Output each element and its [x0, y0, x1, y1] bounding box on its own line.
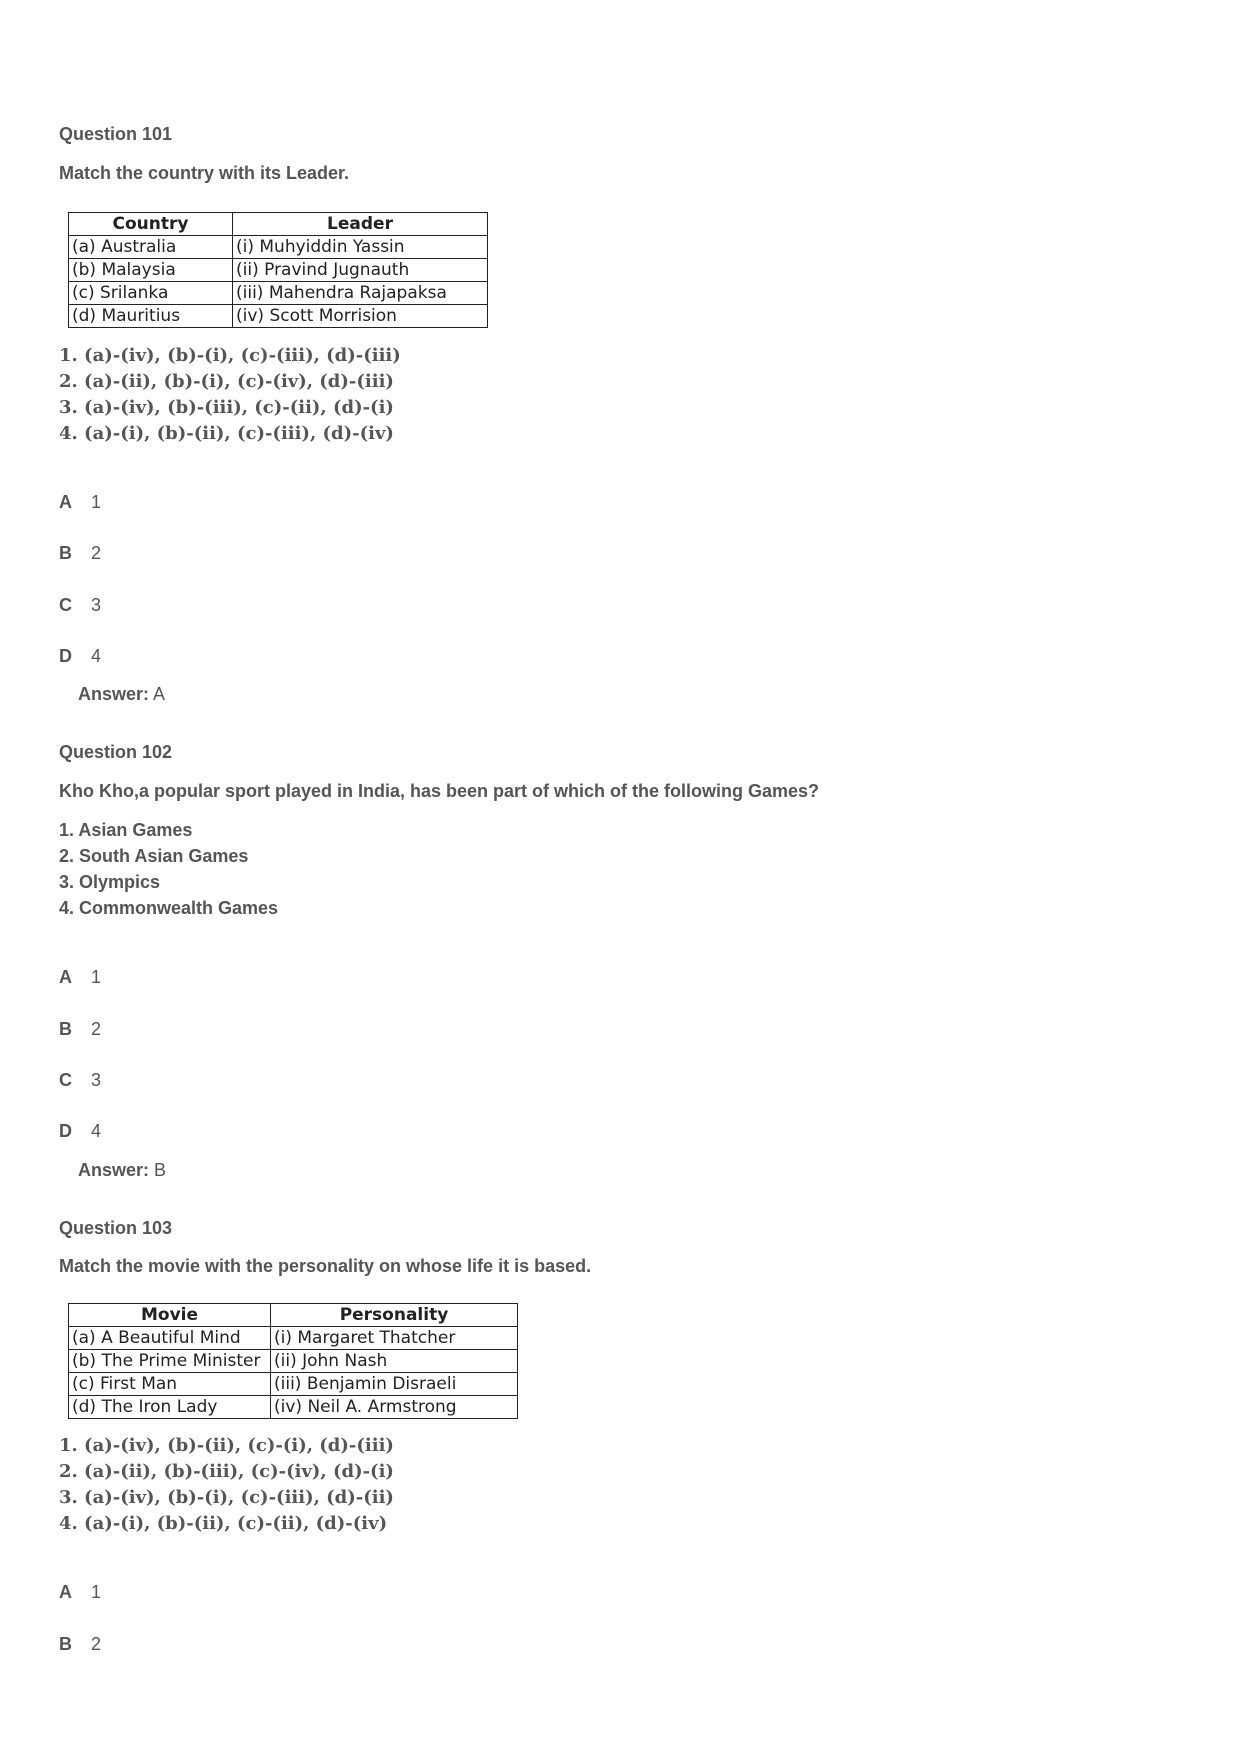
- question-101-answer: [78, 684, 165, 705]
- choice-value: 2: [91, 543, 102, 563]
- choice-a[interactable]: [59, 967, 101, 988]
- table-row: [69, 1396, 518, 1419]
- choice-letter: C: [59, 1070, 72, 1090]
- choice-value: 3: [91, 1070, 102, 1090]
- option-line: 4. (a)-(i), (b)-(ii), (c)-(ii), (d)-(iv): [59, 1513, 388, 1534]
- table-row: [69, 305, 488, 328]
- choice-value: 4: [91, 646, 102, 666]
- answer-label: Answer:: [78, 684, 150, 704]
- table-cell: (a) Australia: [69, 236, 233, 259]
- table-header-row: [69, 1304, 518, 1327]
- table-row: [69, 1373, 518, 1396]
- table-cell: (ii) Pravind Jugnauth: [233, 259, 488, 282]
- question-103-match-table: [68, 1303, 518, 1419]
- option-line: 3. Olympics: [59, 872, 161, 892]
- table-cell: (b) The Prime Minister: [69, 1350, 271, 1373]
- table-cell: (c) Srilanka: [69, 282, 233, 305]
- answer-value: A: [153, 684, 166, 704]
- question-102-options: [59, 817, 278, 921]
- choice-letter: D: [59, 1121, 72, 1141]
- table-cell: (d) Mauritius: [69, 305, 233, 328]
- choice-letter: B: [59, 543, 72, 563]
- table-row: [69, 1327, 518, 1350]
- option-line: 1. (a)-(iv), (b)-(i), (c)-(iii), (d)-(iii): [59, 345, 401, 366]
- choice-d[interactable]: [59, 646, 101, 667]
- choice-letter: B: [59, 1634, 72, 1654]
- answer-value: B: [154, 1160, 167, 1180]
- choice-d[interactable]: [59, 1121, 101, 1142]
- table-cell: (d) The Iron Lady: [69, 1396, 271, 1419]
- choice-a[interactable]: [59, 492, 101, 513]
- choice-letter: A: [59, 967, 72, 987]
- table-row: [69, 236, 488, 259]
- choice-value: 1: [91, 1582, 102, 1602]
- option-line: 3. (a)-(iv), (b)-(iii), (c)-(ii), (d)-(i): [59, 397, 394, 418]
- table-cell: (i) Muhyiddin Yassin: [233, 236, 488, 259]
- option-line: 4. Commonwealth Games: [59, 898, 279, 918]
- choice-value: 2: [91, 1634, 102, 1654]
- choice-c[interactable]: [59, 595, 101, 616]
- table-cell: (a) A Beautiful Mind: [69, 1327, 271, 1350]
- option-line: 2. (a)-(ii), (b)-(iii), (c)-(iv), (d)-(i): [59, 1461, 394, 1482]
- choice-letter: C: [59, 595, 72, 615]
- choice-c[interactable]: [59, 1070, 101, 1091]
- choice-letter: B: [59, 1019, 72, 1039]
- choice-letter: A: [59, 492, 72, 512]
- choice-b[interactable]: [59, 543, 101, 564]
- table-cell: (b) Malaysia: [69, 259, 233, 282]
- table-header-leader: Leader: [233, 213, 488, 236]
- choice-value: 3: [91, 595, 102, 615]
- choice-value: 2: [91, 1019, 102, 1039]
- table-row: [69, 1350, 518, 1373]
- option-line: 1. Asian Games: [59, 820, 193, 840]
- question-102-title: Question 102: [59, 742, 173, 762]
- table-cell: (iv) Scott Morrision: [233, 305, 488, 328]
- option-line: 2. (a)-(ii), (b)-(i), (c)-(iv), (d)-(iii): [59, 371, 394, 392]
- table-row: [69, 282, 488, 305]
- question-101-match-table: [68, 212, 488, 328]
- table-header-row: [69, 213, 488, 236]
- option-line: 3. (a)-(iv), (b)-(i), (c)-(iii), (d)-(ii): [59, 1487, 394, 1508]
- table-header-personality: Personality: [271, 1304, 518, 1327]
- table-header-movie: Movie: [69, 1304, 271, 1327]
- table-cell: (i) Margaret Thatcher: [271, 1327, 518, 1350]
- table-cell: (ii) John Nash: [271, 1350, 518, 1373]
- choice-b[interactable]: [59, 1019, 101, 1040]
- choice-value: 4: [91, 1121, 102, 1141]
- answer-label: Answer:: [78, 1160, 150, 1180]
- table-cell: (iv) Neil A. Armstrong: [271, 1396, 518, 1419]
- choice-letter: A: [59, 1582, 72, 1602]
- option-line: 2. South Asian Games: [59, 846, 249, 866]
- choice-value: 1: [91, 492, 102, 512]
- choice-letter: D: [59, 646, 72, 666]
- table-row: [69, 259, 488, 282]
- option-line: 4. (a)-(i), (b)-(ii), (c)-(iii), (d)-(iv): [59, 423, 394, 444]
- question-101-options: [59, 343, 401, 447]
- question-101-text: Match the country with its Leader.: [59, 163, 350, 183]
- choice-value: 1: [91, 967, 102, 987]
- table-cell: (iii) Mahendra Rajapaksa: [233, 282, 488, 305]
- question-103-options: [59, 1433, 394, 1537]
- question-101-title: Question 101: [59, 124, 173, 144]
- question-102-text: Kho Kho,a popular sport played in India, has been part of which of the following Games?: [59, 781, 820, 801]
- table-cell: (iii) Benjamin Disraeli: [271, 1373, 518, 1396]
- question-103-title: Question 103: [59, 1218, 173, 1238]
- choice-b[interactable]: [59, 1634, 101, 1655]
- question-103-text: Match the movie with the personality on whose life it is based.: [59, 1256, 592, 1276]
- choice-a[interactable]: [59, 1582, 101, 1603]
- option-line: 1. (a)-(iv), (b)-(ii), (c)-(i), (d)-(iii): [59, 1435, 394, 1456]
- table-cell: (c) First Man: [69, 1373, 271, 1396]
- question-102-answer: [78, 1160, 166, 1181]
- table-header-country: Country: [69, 213, 233, 236]
